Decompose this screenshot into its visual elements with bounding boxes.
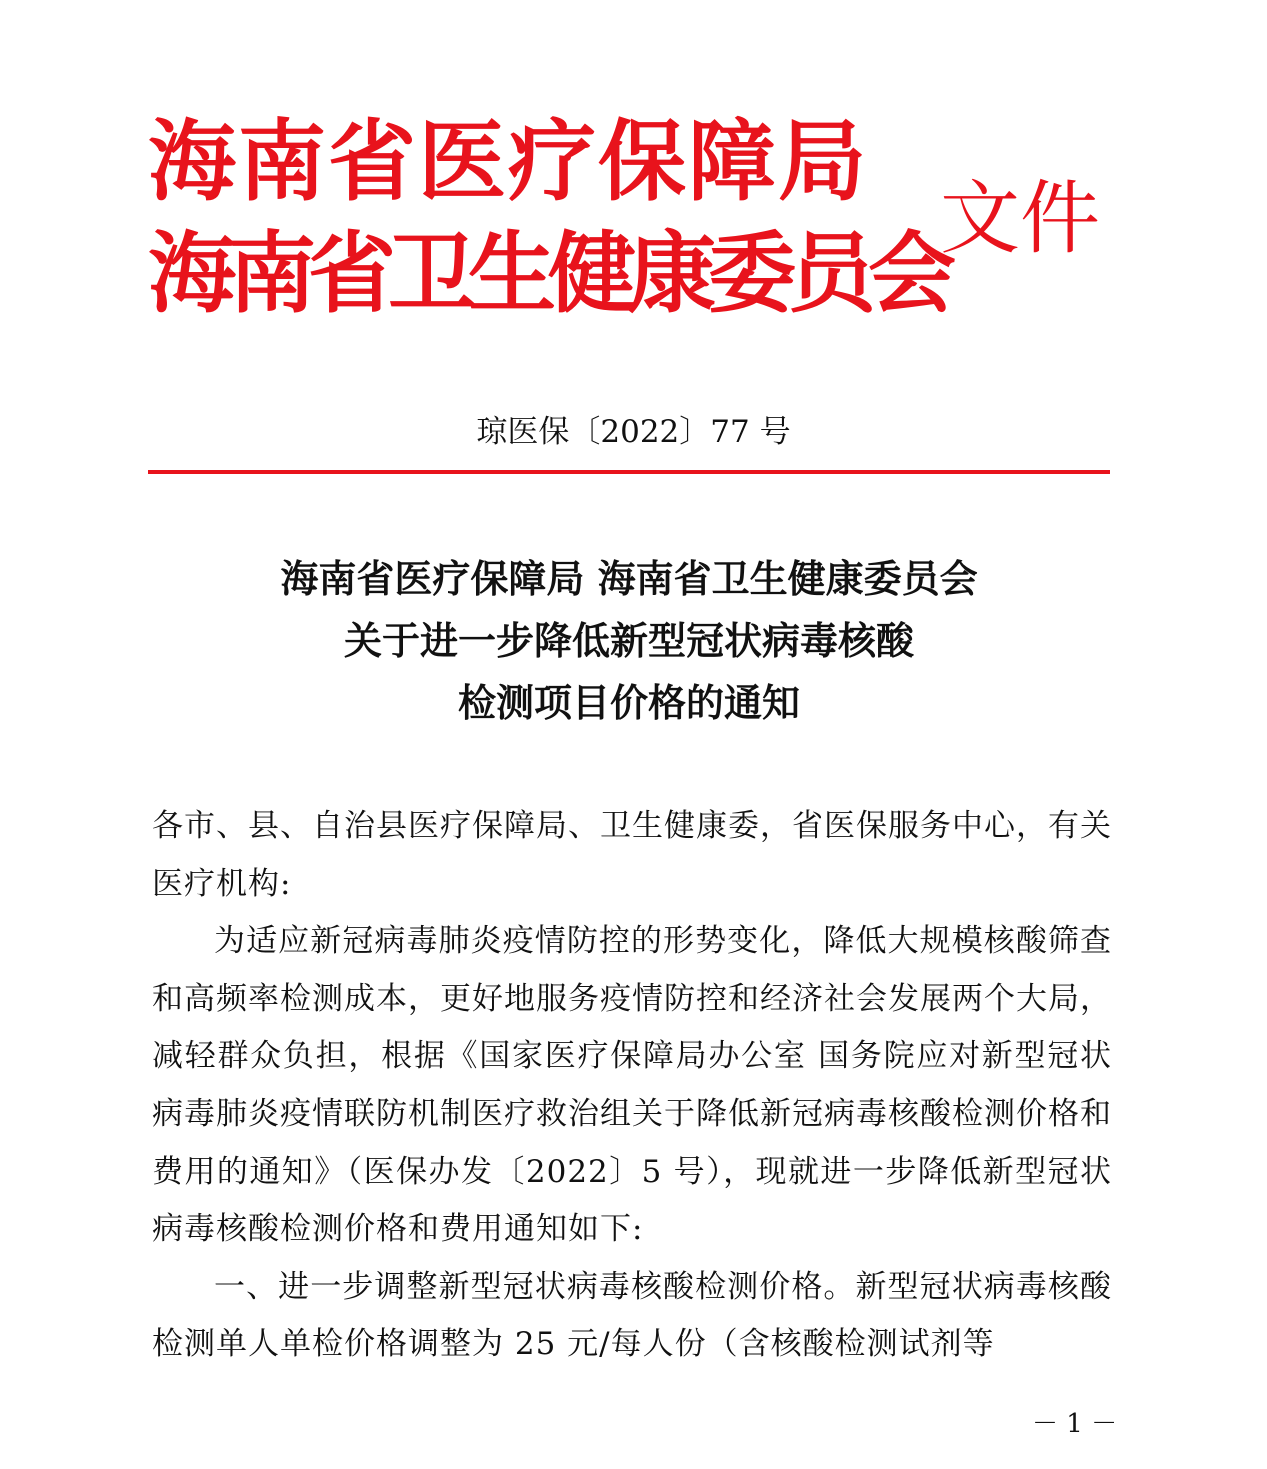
- body-paragraph-2: 一、进一步调整新型冠状病毒核酸检测价格。新型冠状病毒核酸检测单人单检价格调整为 25 元/每人份（含核酸检测试剂等: [152, 1268, 1112, 1363]
- page-number: － 1 －: [1032, 1409, 1118, 1439]
- document-number: 琼医保〔2022〕77 号: [476, 414, 791, 450]
- title-line-1: 海南省医疗保障局 海南省卫生健康委员会: [280, 556, 978, 601]
- red-divider-line: [148, 470, 1110, 474]
- issuer-name-health-commission: 海南省卫生健康委员会: [148, 222, 949, 325]
- issuer-name-medical-security: 海南省医疗保障局: [148, 110, 869, 213]
- title-line-2: 关于进一步降低新型冠状病毒核酸: [343, 618, 914, 663]
- title-line-3: 检测项目价格的通知: [457, 680, 800, 725]
- document-header: [148, 112, 1128, 327]
- body-paragraph-1: 为适应新冠病毒肺炎疫情防控的形势变化，降低大规模核酸筛查和高频率检测成本，更好地服务疫情防控和经济社会发展两个大局，减轻群众负担，根据《国家医疗保障局办公室 国务院应对新型冠状病毒肺炎疫情联防机制医疗救治组关于降低新冠病毒核酸检测价格和费用的通知》（医保办发〔2022〕5 号），现就进一步降低新型冠状病毒核酸检测价格和费用通知如下:: [152, 923, 1112, 1248]
- notice-title: [148, 548, 1110, 734]
- notice-body: [152, 798, 1112, 1374]
- salutation: 各市、县、自治县医疗保障局、卫生健康委，省医保服务中心，有关医疗机构:: [152, 808, 1112, 902]
- document-type-label: 文件: [940, 172, 1100, 265]
